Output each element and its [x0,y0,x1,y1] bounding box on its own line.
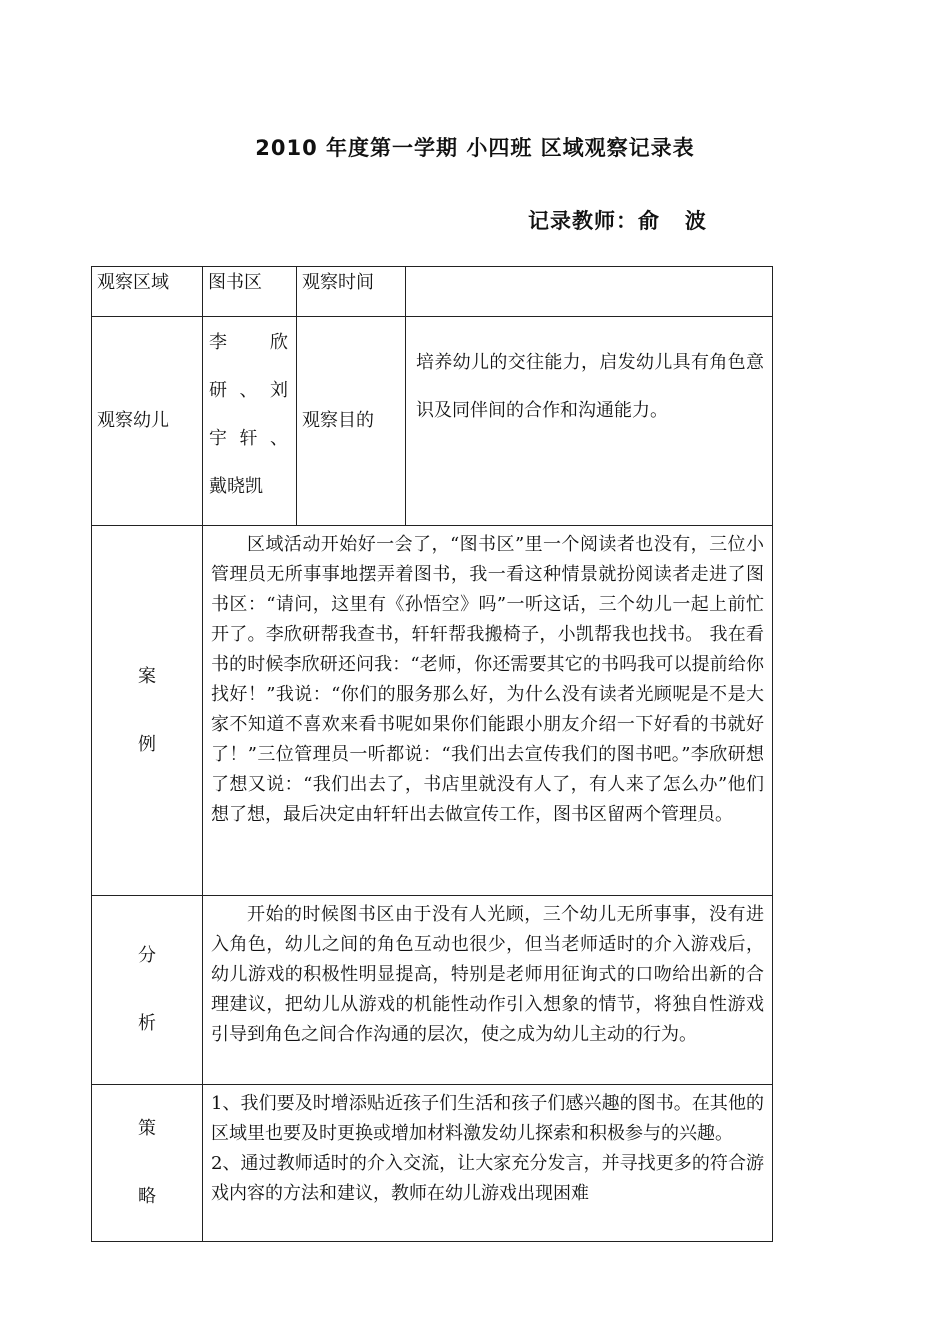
table-row-case [92,526,773,896]
table-row-children [92,317,773,526]
strategy-text [203,1085,773,1242]
children-line: 宇 轩 、 [209,428,288,449]
analysis-label-bottom: 析 [138,1013,156,1034]
strategy-label-bottom: 略 [138,1186,156,1207]
recorder-line: 记录教师：俞 波 [528,209,707,233]
case-text: 区域活动开始好一会了，“图书区”里一个阅读者也没有，三位小管理员无所事事地摆弄着图书，我一看这种情景就扮阅读者走进了图书区：“请问，这里有《孙悟空》吗”一听这话，三个幼儿一起上前忙开了。李欣研帮我查书，轩轩帮我搬椅子，小凯帮我也找书。 我在看书的时候李欣研还问我：“老师，你还需要其它的书吗我可以提前给你找好！”我说：“你们的服务那么好，为什么没有读者光顾呢是不是大家不知道不喜欢来看书呢如果你们能跟小朋友介绍一下好看的书就好了！”三位管理员一听都说：“我们出去宣传我们的图书吧。”李欣研想了想又说：“我们出去了，书店里就没有人了，有人来了怎么办”他们想了想，最后决定由轩轩出去做宣传工作，图书区留两个管理员。 [203,526,773,896]
children-line: 研 、 刘 [209,380,288,401]
strategy-item-2: 2、通过教师适时的介入交流，让大家充分发言，并寻找更多的符合游戏内容的方法和建议，教师在幼儿游戏出现困难 [211,1153,764,1204]
table-row-area [92,267,773,317]
table-row-strategy [92,1085,773,1242]
purpose-text: 培养幼儿的交往能力，启发幼儿具有角色意识及同伴间的合作和沟通能力。 [406,317,773,526]
strategy-label-top: 策 [138,1118,156,1139]
case-label-top: 案 [138,665,156,687]
children-label: 观察幼儿 [92,317,203,526]
page-title: 2010 年度第一学期 小四班 区域观察记录表 [255,136,695,160]
strategy-label [92,1085,203,1242]
area-label: 观察区域 [92,267,203,317]
table-row-analysis [92,896,773,1085]
time-label: 观察时间 [297,267,406,317]
area-value: 图书区 [203,267,297,317]
strategy-item-1: 1、我们要及时增添贴近孩子们生活和孩子们感兴趣的图书。在其他的区域里也要及时更换或增加材料激发幼儿探索和积极参与的兴趣。 [211,1093,764,1144]
case-label-bottom: 例 [138,733,156,755]
purpose-label: 观察目的 [297,317,406,526]
analysis-label [92,896,203,1085]
children-line: 李 欣 [209,332,288,353]
case-label [92,526,203,896]
children-names [203,317,297,526]
analysis-label-top: 分 [138,945,156,966]
time-value [406,267,773,317]
analysis-text: 开始的时候图书区由于没有人光顾，三个幼儿无所事事，没有进入角色，幼儿之间的角色互动也很少，但当老师适时的介入游戏后，幼儿游戏的积极性明显提高，特别是老师用征询式的口吻给出新的合理建议，把幼儿从游戏的机能性动作引入想象的情节，将独自性游戏引导到角色之间合作沟通的层次，使之成为幼儿主动的行为。 [203,896,773,1085]
children-line: 戴晓凯 [209,476,263,497]
observation-record-table [91,266,773,1242]
